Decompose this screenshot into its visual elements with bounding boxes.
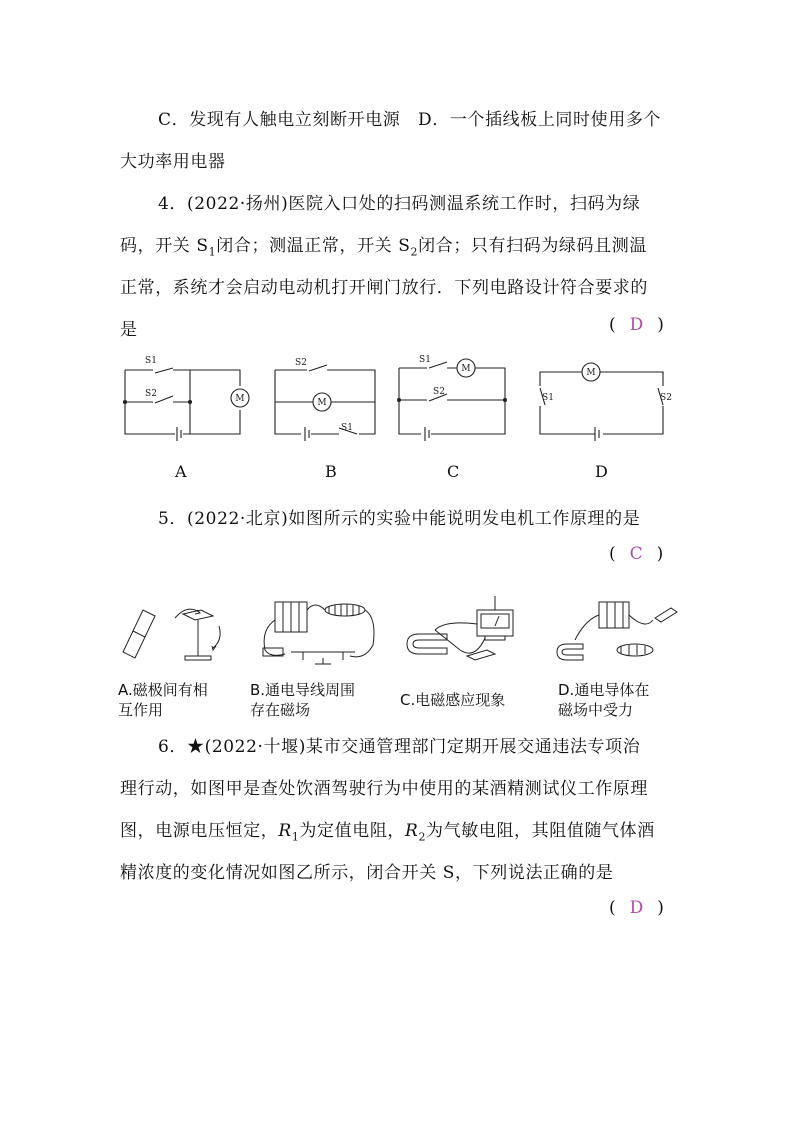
motor-label: M [235,394,245,404]
q3-continuation: 大功率用电器 [120,152,226,172]
switch-label: S1 [419,355,431,365]
q6-answer-bracket: ( D ) [609,898,664,918]
switch-label: S1 [542,393,554,403]
q6-stem-line2: 理行动，如图甲是查处饮酒驾驶行为中使用的某酒精测试仪工作原理 [120,779,648,799]
q5-stem: 5．(2022·北京)如图所示的实验中能说明发电机工作原理的是 [158,509,641,529]
q4-answer: D [629,315,644,335]
q4-stem-line1: 4．(2022·扬州)医院入口处的扫码测温系统工作时，扫码为绿 [158,194,641,214]
switch-label: S2 [145,389,157,399]
q4-circuit-figures [115,350,675,450]
q4-stem-line2: 码，开关 $S_1$闭合；测温正常，开关 $S_2$闭合；只有扫码为绿码且测温 [120,236,647,259]
switch-label: S1 [341,423,353,433]
q3-options-line: C．发现有人触电立刻断开电源 D．一个插线板上同时使用多个 [158,110,662,130]
switch-label: S2 [660,393,672,403]
motor-effect-figure [557,602,677,660]
motor-label: M [461,364,471,374]
q6-stem-line1: 6．★(2022·十堰)某市交通管理部门定期开展交通违法专项治 [158,737,641,757]
induction-figure [407,596,513,660]
q6-answer: D [629,898,644,918]
switch-label: S2 [433,387,445,397]
q5-experiment-figures [115,590,685,670]
q4-option-c: C [447,462,460,481]
bar-magnet-figure [123,609,220,660]
q4-option-a: A [175,462,187,481]
q6-stem-line4: 精浓度的变化情况如图乙所示，闭合开关 S，下列说法正确的是 [120,863,614,883]
q4-stem-line4: 是 [120,320,138,340]
switch-label: S2 [295,358,307,368]
circuit-c [398,359,507,441]
q4-stem-line3: 正常，系统才会启动电动机打开闸门放行．下列电路设计符合要求的 [120,278,648,298]
q5-caption-a: A.磁极间有相 互作用 [118,681,208,719]
q5-answer-bracket: ( C ) [609,544,664,564]
motor-label: M [586,368,596,378]
circuit-a [124,368,250,441]
q5-caption-b: B.通电导线周围 存在磁场 [250,681,356,719]
q4-option-d: D [595,462,608,481]
oersted-figure [263,602,374,664]
circuit-d [540,363,663,441]
q5-caption-d: D.通电导体在 磁场中受力 [558,681,650,719]
q5-answer: C [629,544,643,564]
switch-label: S1 [145,356,157,366]
q4-option-b: B [325,462,337,481]
motor-label: M [317,398,327,408]
q5-caption-c: C.电磁感应现象 [400,691,506,709]
q6-stem-line3: 图，电源电压恒定，$R_1$为定值电阻，$R_2$为气敏电阻，其阻值随气体酒 [120,821,655,844]
q4-answer-bracket: ( D ) [609,315,664,335]
